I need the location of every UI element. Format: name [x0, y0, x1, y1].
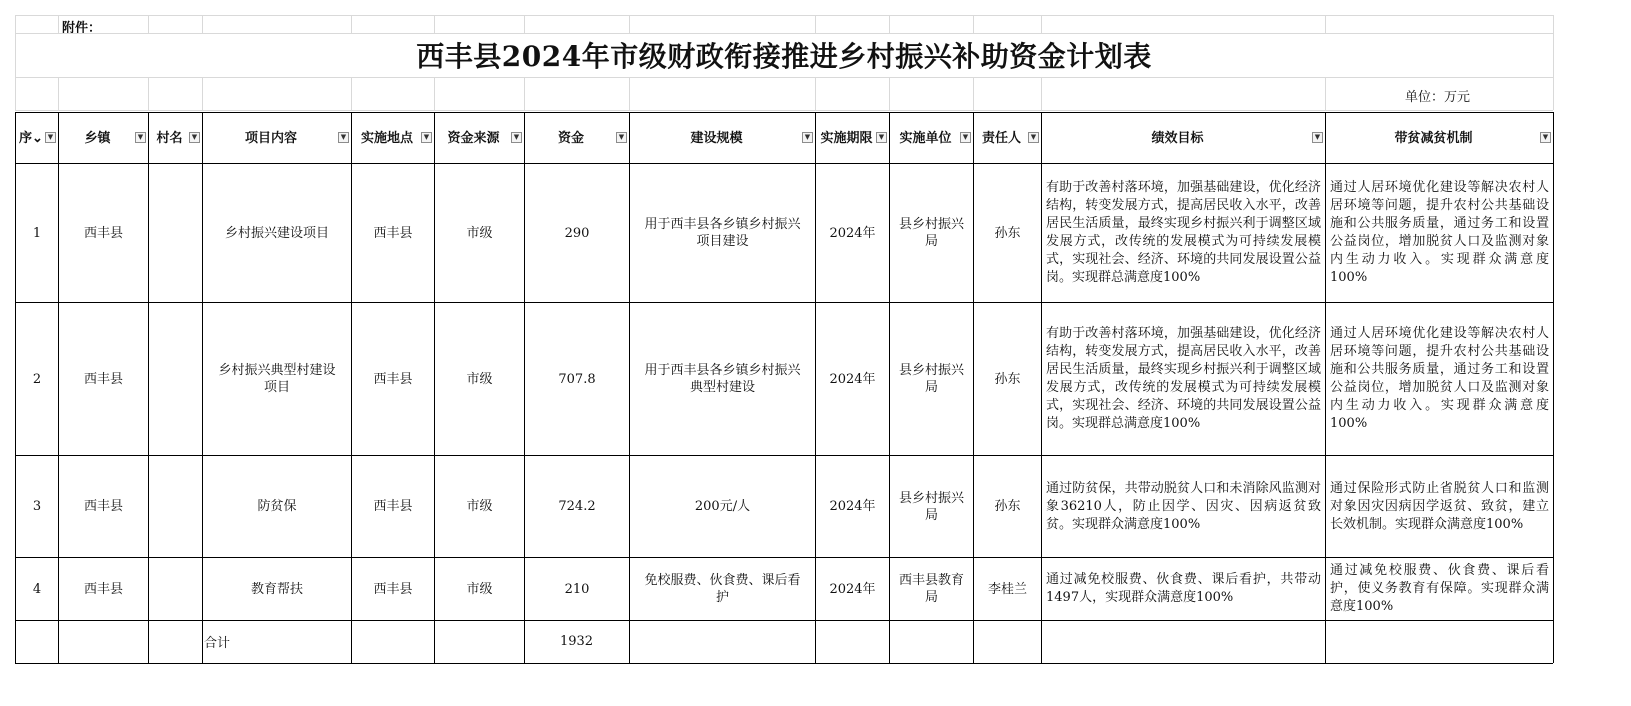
cell-period: 2024年	[829, 371, 876, 387]
header-cell: 实施地点	[360, 130, 413, 146]
grid-line	[58, 77, 59, 110]
grid-line	[58, 15, 59, 33]
cell-period: 2024年	[829, 581, 876, 597]
grid-line	[351, 77, 352, 110]
cell-location: 西丰县	[373, 371, 413, 387]
cell-scale: 免校服费、伙食费、课后看护	[644, 573, 801, 605]
header-cell: 带贫减贫机制	[1394, 130, 1473, 146]
filter-dropdown-icon[interactable]: ▼	[876, 132, 887, 143]
cell-village	[149, 456, 202, 557]
cell-unit: 县乡村振兴局	[898, 490, 964, 523]
header-cell: 建设规模	[690, 130, 743, 146]
header-cell: 村名	[156, 130, 183, 146]
cell-content: 乡村振兴典型村建设项目	[218, 363, 336, 395]
grid-line	[15, 33, 16, 77]
cell-person: 李桂兰	[987, 581, 1027, 597]
cell-scale: 用于西丰县各乡镇乡村振兴典型村建设	[644, 363, 801, 395]
cell-mechanism: 通过减免校服费、伙食费、课后看护，使义务教育有保障。实现群众满意度100%	[1330, 563, 1549, 614]
cell-person: 孙东	[994, 225, 1021, 241]
filter-dropdown-icon[interactable]: ▼	[189, 132, 200, 143]
cell-fund: 290	[564, 225, 590, 241]
cell-goal: 有助于改善村落环境，加强基础建设，优化经济结构，转变发展方式，提高居民收入水平，改善居民生活质量，最终实现乡村振兴利于调整区域发展方式，改传统的发展模式为可持续发展模式，实现社会、经济、环境的共同发展设置公益岗。实现群总满意度100%	[1046, 326, 1321, 431]
header-cell: 资金来源	[447, 130, 500, 146]
grid-line	[1553, 33, 1554, 77]
filter-dropdown-icon[interactable]: ▼	[45, 132, 56, 143]
cell-person: 孙东	[994, 499, 1021, 514]
total-label: 合计	[204, 636, 231, 651]
cell-unit: 县乡村振兴局	[898, 217, 964, 249]
header-cell: 实施单位	[899, 130, 952, 146]
cell-fund: 724.2	[558, 499, 596, 514]
grid-line	[148, 77, 149, 110]
grid-line	[15, 77, 1553, 78]
cell-unit: 西丰县教育局	[898, 573, 964, 605]
grid-line	[148, 15, 149, 33]
cell-village	[149, 303, 202, 455]
grid-line	[889, 15, 890, 33]
grid-line	[15, 15, 1553, 16]
filter-dropdown-icon[interactable]: ▼	[421, 132, 432, 143]
cell-source: 市级	[466, 225, 493, 241]
grid-line	[15, 663, 1553, 664]
grid-line	[202, 15, 203, 33]
grid-line	[1325, 77, 1326, 110]
attachment-label: 附件：	[62, 21, 102, 36]
grid-line	[15, 15, 16, 33]
grid-line	[1553, 112, 1554, 663]
cell-town: 西丰县	[83, 225, 123, 241]
grid-line	[1041, 15, 1042, 33]
grid-line	[15, 110, 1553, 111]
cell-mechanism: 通过人居环境优化建设等解决农村人居环境等问题，提升农村公共基础设施和公共服务质量，通过务工和设置公益岗位，增加脱贫人口及监测对象内生动力收入。实现群众满意度100%	[1330, 180, 1549, 285]
grid-line	[434, 15, 435, 33]
cell-person: 孙东	[994, 371, 1021, 387]
cell-no: 3	[32, 499, 42, 514]
cell-goal: 通过防贫保，共带动脱贫人口和未消除风监测对象36210人，防止因学、因灾、因病返贫致贫。实现群众满意度100%	[1046, 480, 1321, 532]
header-cell: 资金	[557, 130, 584, 146]
grid-line	[15, 33, 1553, 34]
page-title: 西丰县2024年市级财政衔接推进乡村振兴补助资金计划表	[416, 40, 1152, 73]
grid-line	[15, 77, 16, 110]
grid-line	[524, 15, 525, 33]
unit-label: 单位：万元	[1405, 90, 1471, 105]
cell-town: 西丰县	[83, 499, 123, 514]
grid-line	[202, 77, 203, 110]
cell-village	[149, 164, 202, 302]
cell-fund: 707.8	[558, 371, 596, 387]
filter-dropdown-icon[interactable]: ▼	[1028, 132, 1039, 143]
grid-line	[815, 77, 816, 110]
grid-line	[1553, 15, 1554, 33]
cell-mechanism: 通过保险形式防止省脱贫人口和监测对象因灾因病因学返贫、致贫，建立长效机制。实现群众满意度100%	[1330, 480, 1549, 532]
cell-source: 市级	[466, 581, 493, 597]
filter-dropdown-icon[interactable]: ▼	[338, 132, 349, 143]
filter-dropdown-icon[interactable]: ▼	[960, 132, 971, 143]
grid-line	[15, 620, 1553, 621]
grid-line	[524, 77, 525, 110]
filter-dropdown-icon[interactable]: ▼	[1540, 132, 1551, 143]
filter-dropdown-icon[interactable]: ▼	[511, 132, 522, 143]
header-cell: 项目内容	[244, 130, 297, 146]
cell-no: 2	[32, 371, 42, 387]
cell-period: 2024年	[829, 499, 876, 514]
filter-dropdown-icon[interactable]: ▼	[802, 132, 813, 143]
grid-line	[629, 15, 630, 33]
cell-goal: 有助于改善村落环境，加强基础建设，优化经济结构，转变发展方式，提高居民收入水平，改善居民生活质量，最终实现乡村振兴利于调整区域发展方式，改传统的发展模式为可持续发展模式，实现社会、经济、环境的共同发展设置公益岗。实现群总满意度100%	[1046, 180, 1321, 285]
cell-period: 2024年	[829, 225, 876, 241]
cell-source: 市级	[466, 499, 493, 514]
filter-dropdown-icon[interactable]: ▼	[135, 132, 146, 143]
cell-goal: 通过减免校服费、伙食费、课后看护，共带动1497人，实现群众满意度100%	[1046, 572, 1321, 605]
cell-unit: 县乡村振兴局	[898, 363, 964, 395]
cell-source: 市级	[466, 371, 493, 387]
header-cell: 责任人	[981, 130, 1021, 146]
header-cell: 序⌄	[19, 130, 43, 146]
cell-town: 西丰县	[83, 581, 123, 597]
grid-line	[629, 77, 630, 110]
grid-line	[434, 77, 435, 110]
header-cell: 乡镇	[84, 130, 111, 146]
header-cell: 实施期限	[820, 130, 873, 146]
cell-fund: 210	[564, 581, 590, 597]
cell-content: 乡村振兴建设项目	[224, 225, 329, 241]
grid-line	[815, 15, 816, 33]
cell-scale: 用于西丰县各乡镇乡村振兴项目建设	[644, 217, 801, 249]
cell-no: 1	[32, 225, 42, 241]
grid-line	[1553, 77, 1554, 110]
cell-mechanism: 通过人居环境优化建设等解决农村人居环境等问题，提升农村公共基础设施和公共服务质量，通过务工和设置公益岗位，增加脱贫人口及监测对象内生动力收入。实现群众满意度100%	[1330, 326, 1549, 431]
cell-location: 西丰县	[373, 499, 413, 514]
cell-village	[149, 558, 202, 620]
cell-scale: 200元/人	[694, 499, 751, 514]
cell-location: 西丰县	[373, 225, 413, 241]
grid-line	[1041, 77, 1042, 110]
filter-dropdown-icon[interactable]: ▼	[1312, 132, 1323, 143]
filter-dropdown-icon[interactable]: ▼	[616, 132, 627, 143]
total-fund: 1932	[559, 634, 594, 649]
cell-location: 西丰县	[373, 581, 413, 597]
header-cell: 绩效目标	[1151, 130, 1204, 146]
grid-line	[1325, 15, 1326, 33]
cell-content: 防贫保	[257, 499, 297, 514]
grid-line	[973, 77, 974, 110]
grid-line	[351, 15, 352, 33]
grid-line	[889, 77, 890, 110]
cell-town: 西丰县	[83, 371, 123, 387]
grid-line	[973, 15, 974, 33]
cell-no: 4	[32, 581, 42, 597]
cell-content: 教育帮扶	[250, 581, 303, 597]
